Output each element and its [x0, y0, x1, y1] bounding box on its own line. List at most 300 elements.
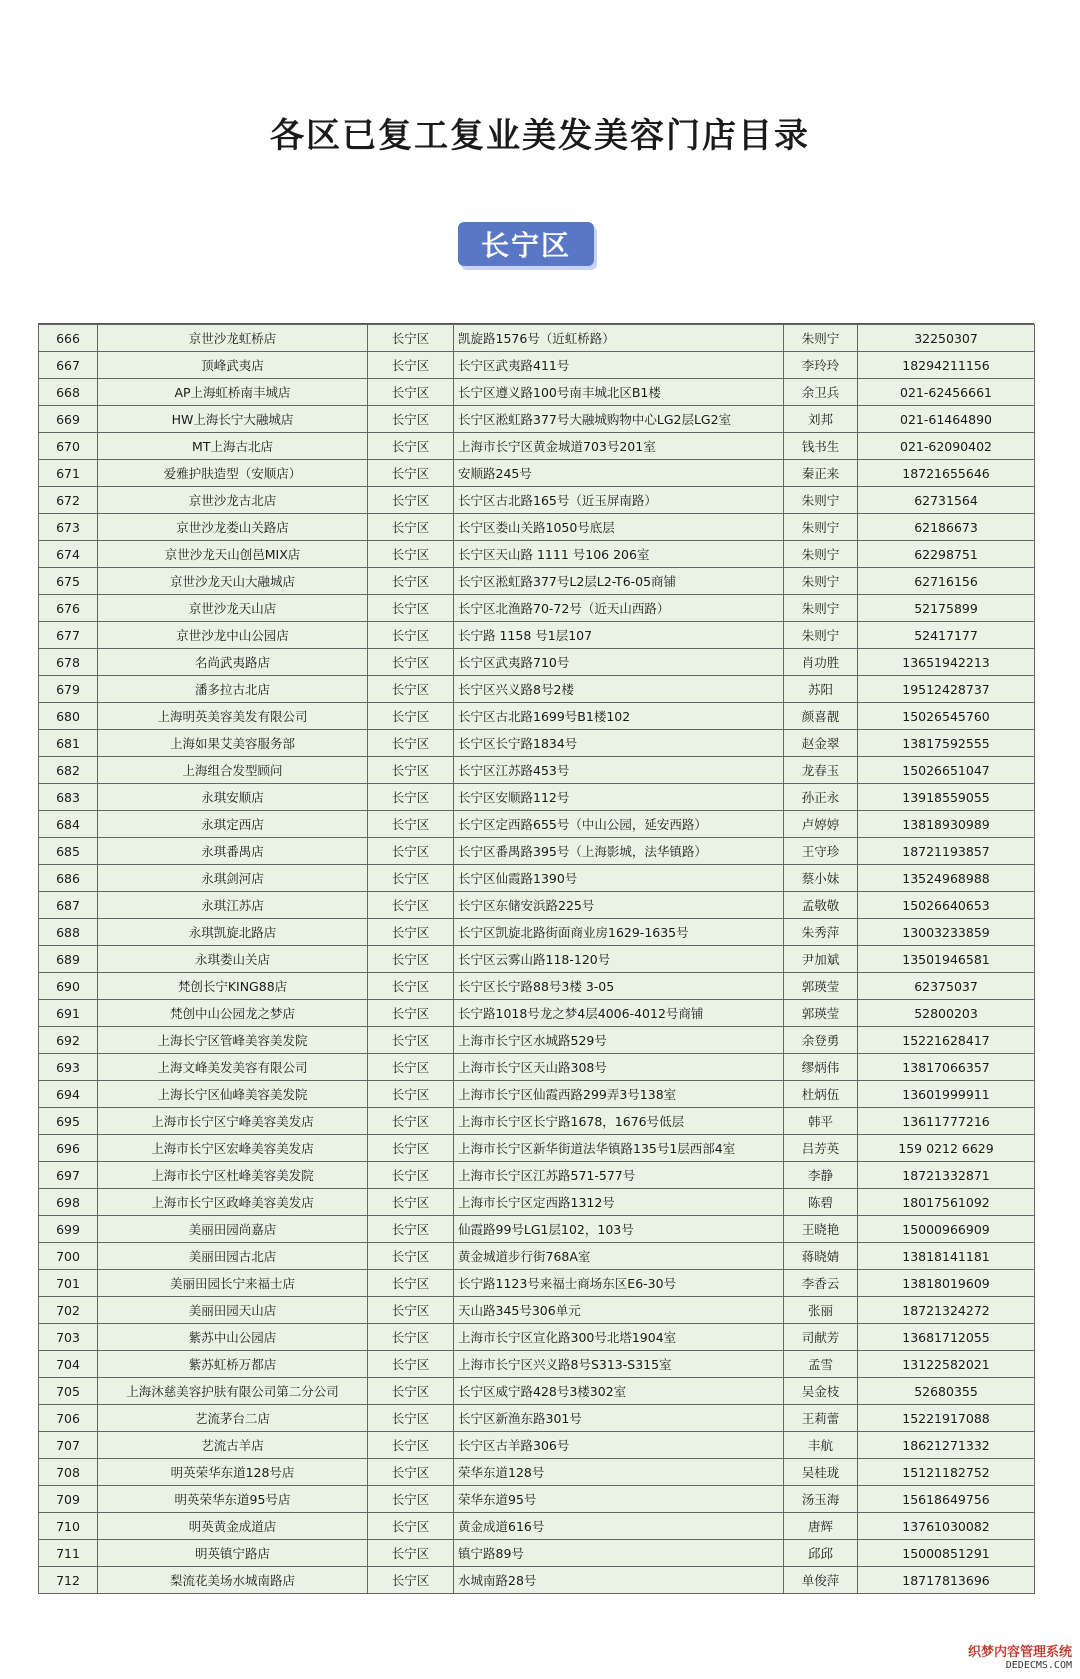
cell-contact: 丰航 [784, 1432, 858, 1459]
cell-contact: 钱书生 [784, 433, 858, 460]
cell-number: 701 [39, 1270, 98, 1297]
cell-phone: 52417177 [858, 622, 1035, 649]
cell-contact: 王莉蕾 [784, 1405, 858, 1432]
table-row [39, 1108, 1035, 1135]
cell-contact: 苏阳 [784, 676, 858, 703]
cell-contact: 杜炳伍 [784, 1081, 858, 1108]
cell-store-name: 顶峰武夷店 [98, 352, 368, 379]
cell-phone: 13761030082 [858, 1513, 1035, 1540]
cell-number: 702 [39, 1297, 98, 1324]
cell-number: 706 [39, 1405, 98, 1432]
cell-contact: 王晓艳 [784, 1216, 858, 1243]
cell-contact: 朱则宁 [784, 487, 858, 514]
cell-store-name: 永琪娄山关店 [98, 946, 368, 973]
cell-phone: 32250307 [858, 325, 1035, 352]
cell-district: 长宁区 [368, 433, 454, 460]
cell-address: 长宁区仙霞路1390号 [454, 865, 784, 892]
cell-phone: 13122582021 [858, 1351, 1035, 1378]
cell-store-name: 明英镇宁路店 [98, 1540, 368, 1567]
cell-phone: 13817066357 [858, 1054, 1035, 1081]
table-row [39, 568, 1035, 595]
cell-address: 长宁区北渔路70-72号（近天山西路） [454, 595, 784, 622]
cell-address: 长宁区淞虹路377号大融城购物中心LG2层LG2室 [454, 406, 784, 433]
cell-district: 长宁区 [368, 1459, 454, 1486]
cell-district: 长宁区 [368, 1000, 454, 1027]
table-row [39, 1297, 1035, 1324]
cell-contact: 余登勇 [784, 1027, 858, 1054]
cell-phone: 18621271332 [858, 1432, 1035, 1459]
table-row [39, 595, 1035, 622]
cell-address: 荣华东道95号 [454, 1486, 784, 1513]
table-row [39, 1324, 1035, 1351]
table-row [39, 460, 1035, 487]
cell-district: 长宁区 [368, 1027, 454, 1054]
cell-phone: 15026545760 [858, 703, 1035, 730]
cell-address: 上海市长宁区兴义路8号S313-S315室 [454, 1351, 784, 1378]
cell-district: 长宁区 [368, 379, 454, 406]
cell-store-name: AP上海虹桥南丰城店 [98, 379, 368, 406]
cell-number: 677 [39, 622, 98, 649]
cell-phone: 62186673 [858, 514, 1035, 541]
cell-store-name: 艺流茅台二店 [98, 1405, 368, 1432]
cell-number: 700 [39, 1243, 98, 1270]
cell-contact: 孟雪 [784, 1351, 858, 1378]
cell-phone: 13501946581 [858, 946, 1035, 973]
table-row [39, 1162, 1035, 1189]
cell-number: 709 [39, 1486, 98, 1513]
cell-phone: 19512428737 [858, 676, 1035, 703]
cell-contact: 陈碧 [784, 1189, 858, 1216]
cell-store-name: 京世沙龙中山公园店 [98, 622, 368, 649]
cell-contact: 唐辉 [784, 1513, 858, 1540]
cell-address: 长宁路1123号来福士商场东区E6-30号 [454, 1270, 784, 1297]
cell-phone: 13818019609 [858, 1270, 1035, 1297]
cell-phone: 18017561092 [858, 1189, 1035, 1216]
store-table [38, 323, 1034, 1594]
cell-district: 长宁区 [368, 838, 454, 865]
table-row [39, 1189, 1035, 1216]
table-row [39, 1054, 1035, 1081]
cell-phone: 62375037 [858, 973, 1035, 1000]
cell-district: 长宁区 [368, 946, 454, 973]
cell-phone: 021-62090402 [858, 433, 1035, 460]
cell-phone: 52680355 [858, 1378, 1035, 1405]
cell-contact: 吕芳英 [784, 1135, 858, 1162]
cell-contact: 李静 [784, 1162, 858, 1189]
cell-number: 693 [39, 1054, 98, 1081]
table-row [39, 892, 1035, 919]
table-row [39, 1135, 1035, 1162]
table-row [39, 406, 1035, 433]
cell-address: 黄金成道616号 [454, 1513, 784, 1540]
cell-contact: 张丽 [784, 1297, 858, 1324]
table-row [39, 838, 1035, 865]
cell-address: 上海市长宁区黄金城道703号201室 [454, 433, 784, 460]
cell-store-name: 永琪番禺店 [98, 838, 368, 865]
cell-store-name: 明英荣华东道95号店 [98, 1486, 368, 1513]
cell-contact: 吴桂珑 [784, 1459, 858, 1486]
cell-store-name: 京世沙龙天山大融城店 [98, 568, 368, 595]
cell-number: 680 [39, 703, 98, 730]
cell-store-name: 京世沙龙娄山关路店 [98, 514, 368, 541]
cell-contact: 赵金翠 [784, 730, 858, 757]
cell-store-name: 京世沙龙天山店 [98, 595, 368, 622]
cell-district: 长宁区 [368, 703, 454, 730]
table-row [39, 1270, 1035, 1297]
cell-phone: 15026640653 [858, 892, 1035, 919]
cell-contact: 韩平 [784, 1108, 858, 1135]
cell-address: 镇宁路89号 [454, 1540, 784, 1567]
cell-contact: 朱则宁 [784, 325, 858, 352]
cell-store-name: 永琪剑河店 [98, 865, 368, 892]
cell-store-name: 永琪安顺店 [98, 784, 368, 811]
cell-district: 长宁区 [368, 1297, 454, 1324]
watermark [968, 1646, 1072, 1671]
cell-district: 长宁区 [368, 865, 454, 892]
table-row [39, 1567, 1035, 1594]
cell-district: 长宁区 [368, 1432, 454, 1459]
cell-contact: 司献芳 [784, 1324, 858, 1351]
cell-number: 697 [39, 1162, 98, 1189]
cell-address: 天山路345号306单元 [454, 1297, 784, 1324]
table-row [39, 676, 1035, 703]
cell-phone: 62298751 [858, 541, 1035, 568]
cell-district: 长宁区 [368, 622, 454, 649]
cell-phone: 13611777216 [858, 1108, 1035, 1135]
table-row [39, 1081, 1035, 1108]
cell-district: 长宁区 [368, 892, 454, 919]
cell-store-name: 梵创长宁KING88店 [98, 973, 368, 1000]
table-row [39, 784, 1035, 811]
cell-address: 长宁区长宁路88号3楼 3-05 [454, 973, 784, 1000]
table-row [39, 433, 1035, 460]
cell-district: 长宁区 [368, 406, 454, 433]
cell-phone: 18721332871 [858, 1162, 1035, 1189]
cell-number: 698 [39, 1189, 98, 1216]
cell-contact: 汤玉海 [784, 1486, 858, 1513]
cell-district: 长宁区 [368, 1189, 454, 1216]
cell-address: 安顺路245号 [454, 460, 784, 487]
cell-address: 上海市长宁区江苏路571-577号 [454, 1162, 784, 1189]
cell-district: 长宁区 [368, 1405, 454, 1432]
table-row [39, 703, 1035, 730]
table-row [39, 973, 1035, 1000]
cell-district: 长宁区 [368, 1567, 454, 1594]
cell-address: 上海市长宁区长宁路1678，1676号低层 [454, 1108, 784, 1135]
cell-store-name: 潘多拉古北店 [98, 676, 368, 703]
cell-district: 长宁区 [368, 784, 454, 811]
cell-number: 679 [39, 676, 98, 703]
table-row [39, 1216, 1035, 1243]
table-row [39, 919, 1035, 946]
cell-store-name: 永琪凯旋北路店 [98, 919, 368, 946]
cell-district: 长宁区 [368, 1351, 454, 1378]
cell-number: 666 [39, 325, 98, 352]
cell-district: 长宁区 [368, 1324, 454, 1351]
cell-phone: 13818930989 [858, 811, 1035, 838]
cell-phone: 18294211156 [858, 352, 1035, 379]
cell-address: 长宁区武夷路710号 [454, 649, 784, 676]
cell-store-name: 美丽田园长宁来福士店 [98, 1270, 368, 1297]
cell-store-name: 梵创中山公园龙之梦店 [98, 1000, 368, 1027]
cell-store-name: 上海市长宁区杜峰美容美发院 [98, 1162, 368, 1189]
cell-phone: 13817592555 [858, 730, 1035, 757]
table-body [39, 325, 1035, 1594]
table-row [39, 541, 1035, 568]
cell-district: 长宁区 [368, 325, 454, 352]
cell-number: 712 [39, 1567, 98, 1594]
cell-address: 水城南路28号 [454, 1567, 784, 1594]
cell-address: 长宁路1018号龙之梦4层4006-4012号商铺 [454, 1000, 784, 1027]
cell-district: 长宁区 [368, 595, 454, 622]
table-row [39, 1000, 1035, 1027]
cell-phone: 021-61464890 [858, 406, 1035, 433]
cell-phone: 021-62456661 [858, 379, 1035, 406]
cell-phone: 13524968988 [858, 865, 1035, 892]
table-row [39, 514, 1035, 541]
table-row [39, 487, 1035, 514]
cell-address: 长宁区遵义路100号南丰城北区B1楼 [454, 379, 784, 406]
cell-number: 674 [39, 541, 98, 568]
cell-number: 711 [39, 1540, 98, 1567]
cell-number: 675 [39, 568, 98, 595]
cell-phone: 13601999911 [858, 1081, 1035, 1108]
cell-number: 678 [39, 649, 98, 676]
cell-number: 689 [39, 946, 98, 973]
cell-phone: 13918559055 [858, 784, 1035, 811]
cell-number: 673 [39, 514, 98, 541]
cell-phone: 15221917088 [858, 1405, 1035, 1432]
cell-store-name: 美丽田园古北店 [98, 1243, 368, 1270]
cell-number: 668 [39, 379, 98, 406]
cell-address: 上海市长宁区仙霞西路299弄3号138室 [454, 1081, 784, 1108]
cell-store-name: 上海组合发型顾问 [98, 757, 368, 784]
cell-store-name: 明英荣华东道128号店 [98, 1459, 368, 1486]
cell-address: 长宁区番禺路395号（上海影城，法华镇路） [454, 838, 784, 865]
cell-store-name: 上海沐慈美容护肤有限公司第二分公司 [98, 1378, 368, 1405]
cell-contact: 秦正来 [784, 460, 858, 487]
cell-number: 704 [39, 1351, 98, 1378]
page-title: 各区已复工复业美发美容门店目录 [270, 116, 810, 156]
cell-store-name: 上海文峰美发美容有限公司 [98, 1054, 368, 1081]
cell-number: 686 [39, 865, 98, 892]
cell-store-name: 上海市长宁区宏峰美容美发店 [98, 1135, 368, 1162]
cell-address: 长宁区凯旋北路街面商业房1629-1635号 [454, 919, 784, 946]
table-row [39, 622, 1035, 649]
watermark-en: DEDECMS.COM [1005, 1660, 1072, 1671]
table-row [39, 1378, 1035, 1405]
cell-phone: 18721324272 [858, 1297, 1035, 1324]
cell-district: 长宁区 [368, 730, 454, 757]
cell-number: 694 [39, 1081, 98, 1108]
cell-contact: 颜喜靓 [784, 703, 858, 730]
cell-phone: 18721193857 [858, 838, 1035, 865]
cell-store-name: 上海市长宁区政峰美容美发店 [98, 1189, 368, 1216]
cell-store-name: 永琪江苏店 [98, 892, 368, 919]
cell-address: 长宁区古羊路306号 [454, 1432, 784, 1459]
cell-district: 长宁区 [368, 649, 454, 676]
cell-phone: 62731564 [858, 487, 1035, 514]
table-row [39, 1540, 1035, 1567]
cell-address: 凯旋路1576号（近虹桥路） [454, 325, 784, 352]
cell-contact: 李玲玲 [784, 352, 858, 379]
cell-contact: 朱则宁 [784, 541, 858, 568]
cell-address: 长宁区长宁路1834号 [454, 730, 784, 757]
cell-number: 685 [39, 838, 98, 865]
cell-phone: 13003233859 [858, 919, 1035, 946]
cell-contact: 朱则宁 [784, 568, 858, 595]
cell-number: 667 [39, 352, 98, 379]
cell-phone: 52800203 [858, 1000, 1035, 1027]
table-row [39, 865, 1035, 892]
cell-contact: 李香云 [784, 1270, 858, 1297]
cell-address: 长宁区安顺路112号 [454, 784, 784, 811]
cell-phone: 62716156 [858, 568, 1035, 595]
cell-number: 681 [39, 730, 98, 757]
cell-phone: 15121182752 [858, 1459, 1035, 1486]
cell-phone: 13818141181 [858, 1243, 1035, 1270]
cell-contact: 朱则宁 [784, 514, 858, 541]
table-row [39, 1432, 1035, 1459]
cell-phone: 15000851291 [858, 1540, 1035, 1567]
cell-address: 长宁区云雾山路118-120号 [454, 946, 784, 973]
cell-district: 长宁区 [368, 541, 454, 568]
cell-number: 690 [39, 973, 98, 1000]
cell-contact: 卢婷婷 [784, 811, 858, 838]
cell-district: 长宁区 [368, 811, 454, 838]
cell-store-name: 上海长宁区仙峰美容美发院 [98, 1081, 368, 1108]
table-row [39, 730, 1035, 757]
cell-address: 黄金城道步行街768A室 [454, 1243, 784, 1270]
cell-store-name: 紫苏中山公园店 [98, 1324, 368, 1351]
cell-district: 长宁区 [368, 514, 454, 541]
cell-contact: 缪炳伟 [784, 1054, 858, 1081]
cell-contact: 王守珍 [784, 838, 858, 865]
cell-number: 682 [39, 757, 98, 784]
cell-address: 上海市长宁区新华街道法华镇路135号1层西部4室 [454, 1135, 784, 1162]
cell-address: 长宁区古北路165号（近玉屏南路） [454, 487, 784, 514]
cell-store-name: 上海如果艾美容服务部 [98, 730, 368, 757]
cell-store-name: 京世沙龙古北店 [98, 487, 368, 514]
watermark-cn: 织梦内容管理系统 [967, 1644, 1072, 1660]
cell-contact: 单俊萍 [784, 1567, 858, 1594]
cell-contact: 吴金枝 [784, 1378, 858, 1405]
table-row [39, 379, 1035, 406]
cell-phone: 13651942213 [858, 649, 1035, 676]
cell-phone: 159 0212 6629 [858, 1135, 1035, 1162]
cell-number: 705 [39, 1378, 98, 1405]
cell-number: 676 [39, 595, 98, 622]
cell-number: 708 [39, 1459, 98, 1486]
cell-store-name: 上海市长宁区宁峰美容美发店 [98, 1108, 368, 1135]
cell-contact: 蒋晓婧 [784, 1243, 858, 1270]
cell-address: 上海市长宁区天山路308号 [454, 1054, 784, 1081]
cell-store-name: 上海明英美容美发有限公司 [98, 703, 368, 730]
cell-district: 长宁区 [368, 1108, 454, 1135]
cell-district: 长宁区 [368, 1162, 454, 1189]
cell-contact: 余卫兵 [784, 379, 858, 406]
cell-address: 仙霞路99号LG1层102，103号 [454, 1216, 784, 1243]
table-row [39, 1027, 1035, 1054]
cell-number: 670 [39, 433, 98, 460]
cell-number: 672 [39, 487, 98, 514]
cell-address: 长宁区娄山关路1050号底层 [454, 514, 784, 541]
cell-number: 671 [39, 460, 98, 487]
table-row [39, 811, 1035, 838]
table-row [39, 1405, 1035, 1432]
cell-address: 长宁区新渔东路301号 [454, 1405, 784, 1432]
cell-contact: 朱秀萍 [784, 919, 858, 946]
cell-district: 长宁区 [368, 1513, 454, 1540]
cell-phone: 15000966909 [858, 1216, 1035, 1243]
cell-number: 696 [39, 1135, 98, 1162]
cell-store-name: 京世沙龙虹桥店 [98, 325, 368, 352]
cell-district: 长宁区 [368, 1270, 454, 1297]
cell-store-name: 明英黄金成道店 [98, 1513, 368, 1540]
cell-phone: 13681712055 [858, 1324, 1035, 1351]
table-row [39, 757, 1035, 784]
table-row [39, 1513, 1035, 1540]
cell-district: 长宁区 [368, 676, 454, 703]
cell-store-name: 上海长宁区管峰美容美发院 [98, 1027, 368, 1054]
cell-contact: 孟敬敬 [784, 892, 858, 919]
cell-store-name: HW上海长宁大融城店 [98, 406, 368, 433]
cell-store-name: MT上海古北店 [98, 433, 368, 460]
cell-store-name: 美丽田园天山店 [98, 1297, 368, 1324]
cell-address: 长宁区东储安浜路225号 [454, 892, 784, 919]
cell-contact: 孙正永 [784, 784, 858, 811]
cell-district: 长宁区 [368, 757, 454, 784]
cell-contact: 尹加斌 [784, 946, 858, 973]
cell-contact: 郭瑛莹 [784, 973, 858, 1000]
cell-store-name: 美丽田园尚嘉店 [98, 1216, 368, 1243]
cell-number: 669 [39, 406, 98, 433]
cell-address: 长宁区古北路1699号B1楼102 [454, 703, 784, 730]
cell-district: 长宁区 [368, 1081, 454, 1108]
cell-contact: 肖功胜 [784, 649, 858, 676]
cell-district: 长宁区 [368, 1216, 454, 1243]
cell-address: 上海市长宁区水城路529号 [454, 1027, 784, 1054]
cell-contact: 龙春玉 [784, 757, 858, 784]
cell-address: 上海市长宁区定西路1312号 [454, 1189, 784, 1216]
cell-address: 长宁区江苏路453号 [454, 757, 784, 784]
cell-address: 荣华东道128号 [454, 1459, 784, 1486]
cell-district: 长宁区 [368, 352, 454, 379]
cell-address: 长宁区天山路 1111 号106 206室 [454, 541, 784, 568]
table-row [39, 325, 1035, 352]
cell-contact: 蔡小妹 [784, 865, 858, 892]
cell-number: 684 [39, 811, 98, 838]
cell-number: 710 [39, 1513, 98, 1540]
cell-address: 长宁区淞虹路377号L2层L2-T6-05商铺 [454, 568, 784, 595]
cell-district: 长宁区 [368, 487, 454, 514]
cell-number: 683 [39, 784, 98, 811]
cell-store-name: 京世沙龙天山创邑MIX店 [98, 541, 368, 568]
cell-contact: 朱则宁 [784, 622, 858, 649]
cell-district: 长宁区 [368, 1054, 454, 1081]
cell-district: 长宁区 [368, 1540, 454, 1567]
cell-address: 长宁区定西路655号（中山公园，延安西路） [454, 811, 784, 838]
cell-district: 长宁区 [368, 919, 454, 946]
cell-store-name: 名尚武夷路店 [98, 649, 368, 676]
cell-number: 691 [39, 1000, 98, 1027]
cell-address: 长宁区兴义路8号2楼 [454, 676, 784, 703]
cell-phone: 18721655646 [858, 460, 1035, 487]
cell-district: 长宁区 [368, 1486, 454, 1513]
table-row [39, 1351, 1035, 1378]
cell-contact: 刘邦 [784, 406, 858, 433]
cell-number: 707 [39, 1432, 98, 1459]
